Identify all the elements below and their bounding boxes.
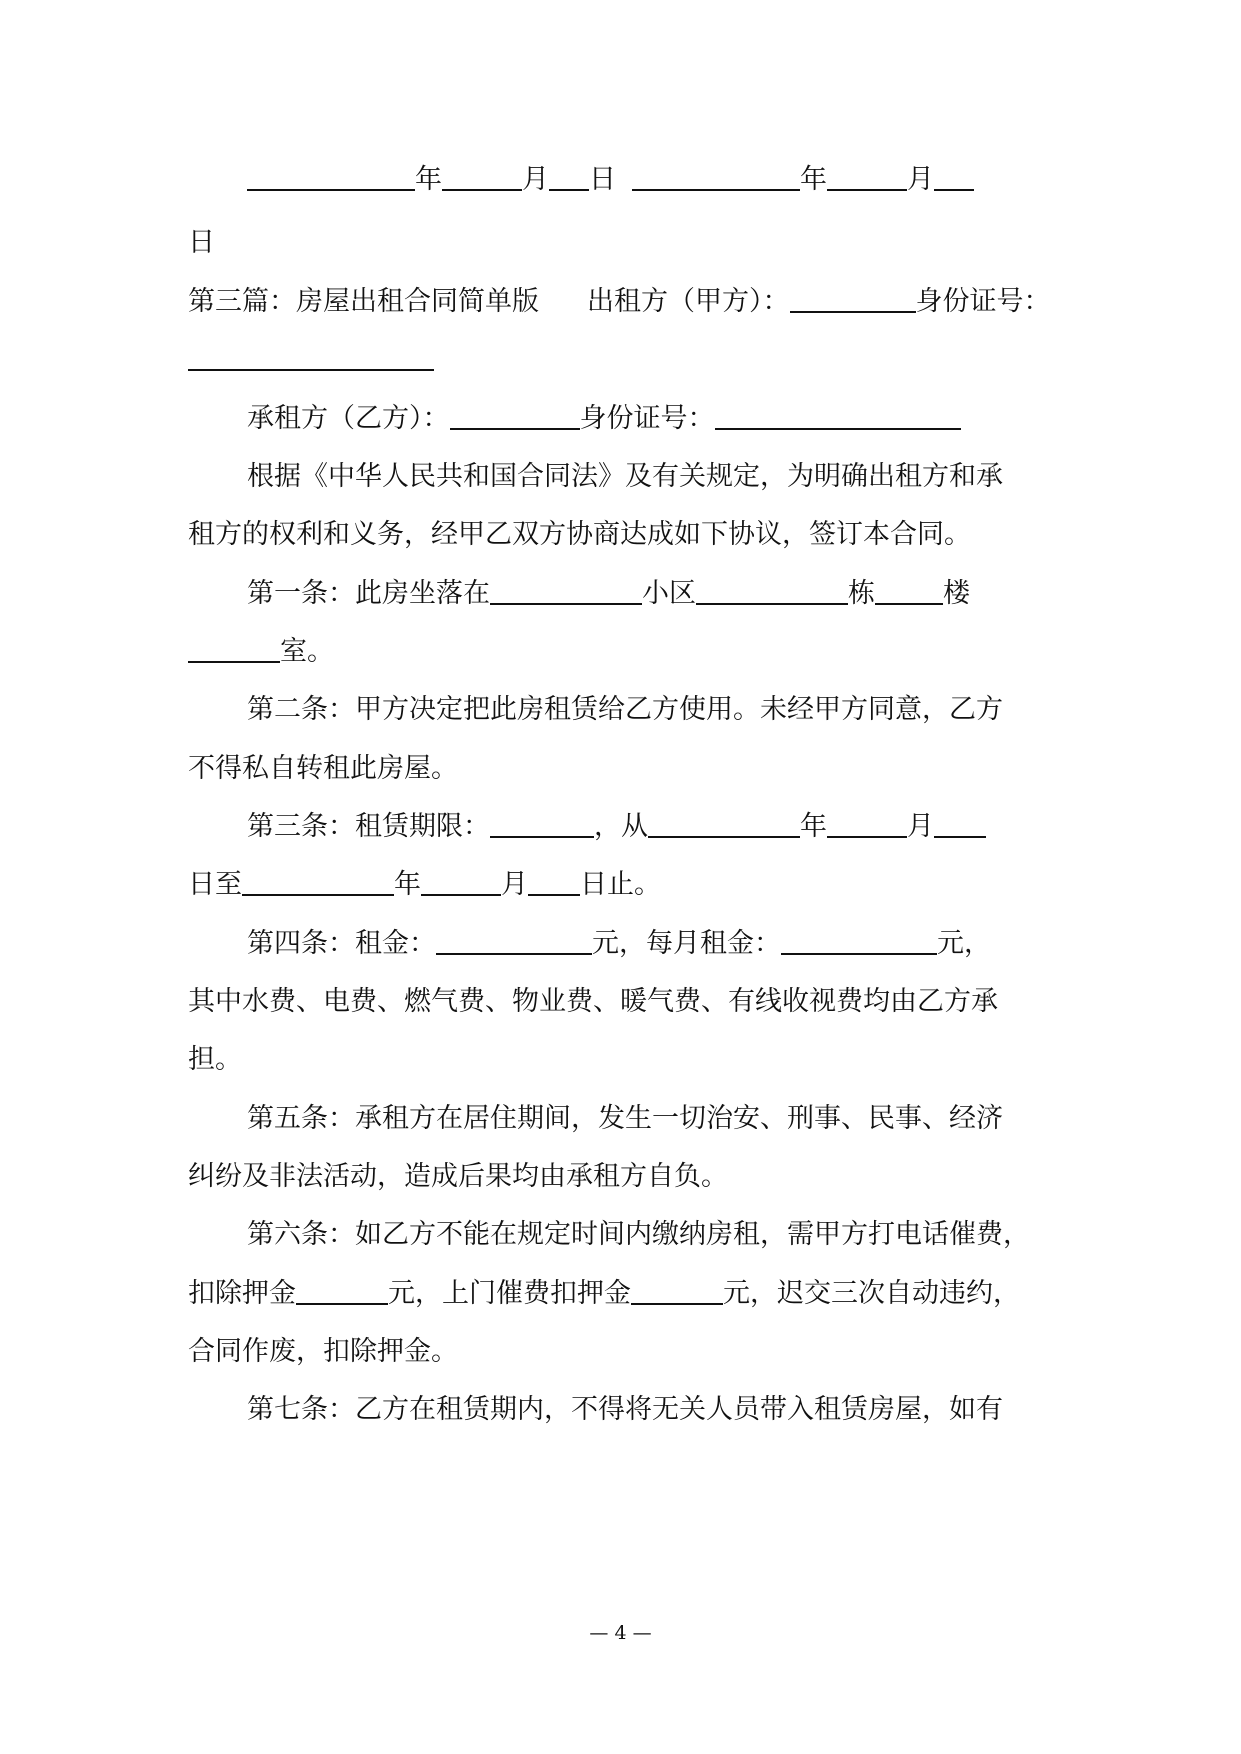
room-blank[interactable] [188, 637, 280, 663]
article-2-cont: 不得私自转租此房屋。 [188, 753, 458, 784]
year-blank[interactable] [247, 165, 415, 191]
lessor-id-line [188, 342, 434, 378]
article-3-cont: 日至 年 月 日止。 [188, 869, 661, 900]
page-number: — 4 — [589, 1622, 652, 1644]
lessor-id-blank[interactable] [188, 345, 434, 371]
visit-fee-blank[interactable] [631, 1279, 723, 1305]
article-4-cont: 其中水费、电费、燃气费、物业费、暖气费、有线收视费均由乙方承 [188, 986, 998, 1017]
date-line: 年 月 日 年 月 [247, 162, 974, 198]
lessor-name-blank[interactable] [790, 287, 916, 313]
day-blank[interactable] [549, 165, 589, 191]
article-5-cont: 纠纷及非法活动，造成后果均由承租方自负。 [188, 1161, 728, 1192]
community-blank[interactable] [696, 579, 848, 605]
end-day-blank[interactable] [528, 870, 580, 896]
end-month-blank[interactable] [421, 870, 501, 896]
article-5-line: 第五条：承租方在居住期间，发生一切治安、刑事、民事、经济 [247, 1103, 1003, 1134]
article-1-cont: 室。 [188, 634, 334, 670]
article-6-line: 第六条：如乙方不能在规定时间内缴纳房租，需甲方打电话催费， [247, 1219, 1030, 1250]
lessee-label: 承租方（乙方）： [247, 403, 450, 434]
end-year-blank[interactable] [242, 870, 394, 896]
article-7-line: 第七条：乙方在租赁期内，不得将无关人员带入租赁房屋，如有 [247, 1394, 1003, 1425]
article-4-line: 第四条：租金： 元，每月租金： 元， [247, 928, 991, 959]
month-blank[interactable] [827, 165, 907, 191]
lessee-id-blank[interactable] [715, 404, 961, 430]
start-day-blank[interactable] [934, 812, 986, 838]
deposit-deduct-blank[interactable] [296, 1279, 388, 1305]
lessor-label: 出租方（甲方）： [587, 286, 790, 317]
article-6-cont-2: 合同作废，扣除押金。 [188, 1336, 458, 1367]
paragraph-intro: 根据《中华人民共和国合同法》及有关规定，为明确出租方和承 [247, 461, 1003, 492]
start-year-blank[interactable] [648, 812, 800, 838]
building-blank[interactable] [875, 579, 943, 605]
lessee-name-blank[interactable] [450, 404, 580, 430]
paragraph-intro-cont: 租方的权利和义务，经甲乙双方协商达成如下协议，签订本合同。 [188, 519, 971, 550]
lessee-line: 承租方（乙方）： 身份证号： [247, 401, 961, 437]
article-1-line: 第一条：此房坐落在 小区 栋 楼 [247, 578, 970, 609]
month-blank[interactable] [442, 165, 522, 191]
lease-term-blank[interactable] [490, 812, 594, 838]
rent-total-blank[interactable] [436, 929, 592, 955]
article-6-cont: 扣除押金 元，上门催费扣押金 元，迟交三次自动违约， [188, 1278, 1020, 1309]
address-blank[interactable] [490, 579, 642, 605]
day-blank[interactable] [934, 165, 974, 191]
section-title: 第三篇：房屋出租合同简单版 [188, 286, 539, 317]
year-blank[interactable] [632, 165, 800, 191]
article-2-line: 第二条：甲方决定把此房租赁给乙方使用。未经甲方同意，乙方 [247, 694, 1003, 725]
section-title-line: 第三篇：房屋出租合同简单版 出租方（甲方）： 身份证号： [188, 286, 1051, 317]
start-month-blank[interactable] [827, 812, 907, 838]
article-3-line: 第三条：租赁期限： ，从 年 月 [247, 809, 986, 845]
rent-monthly-blank[interactable] [781, 929, 937, 955]
article-4-cont-2: 担。 [188, 1044, 242, 1075]
date-line-cont: 日 [188, 227, 215, 258]
